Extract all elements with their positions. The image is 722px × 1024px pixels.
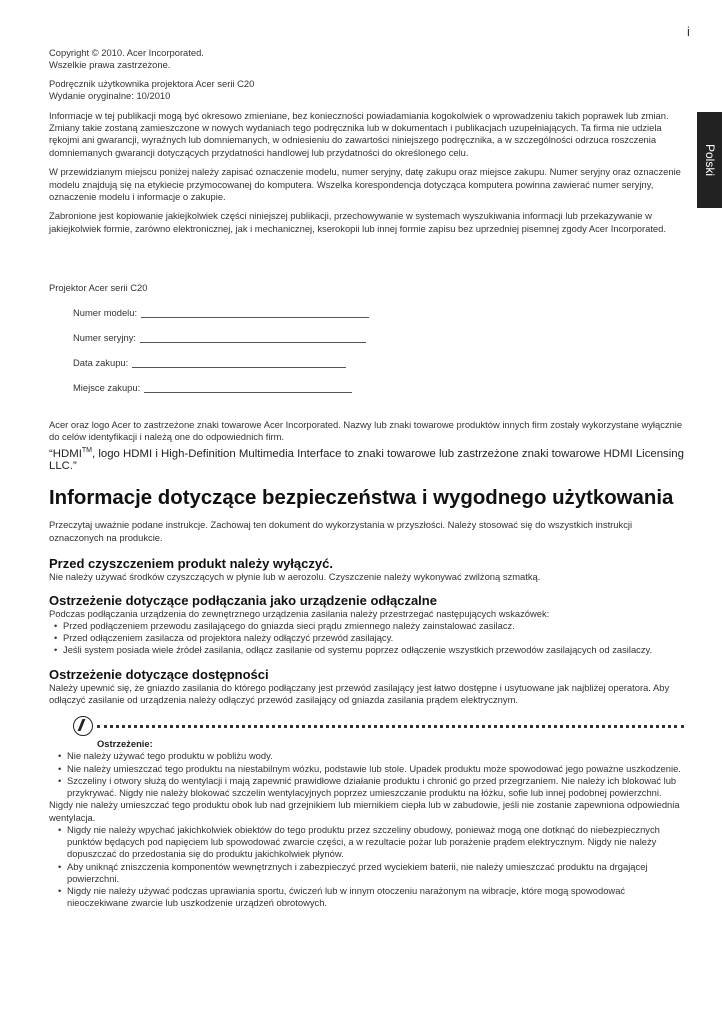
trademark-paragraph: Acer oraz logo Acer to zastrzeżone znaki towarowe Acer Incorporated. Nazwy lub znaki towarowe produktów innych firm zostały wykorzystane wyłącznie do celów identyfikacji i należą one do odpowiednich firm.: [49, 418, 683, 443]
dotted-rule: [97, 725, 684, 728]
form-title: Projektor Acer serii C20: [49, 282, 148, 294]
purchase-place-field: [73, 382, 684, 393]
pluggable-heading: Ostrzeżenie dotyczące podłączania jako urządzenie odłączalne: [49, 592, 437, 608]
purchase-place-label: Miejsce zakupu:: [73, 381, 141, 393]
language-tab-label: Polski: [702, 143, 717, 177]
manual-title: Podręcznik użytkownika projektora Acer serii C20: [49, 77, 255, 89]
list-item: • Nie należy umieszczać tego produktu na niestabilnym wózku, podstawie lub stole. Upadek produktu może spowodować jego poważne uszkodzenie.: [53, 763, 684, 775]
purchase-place-line: [144, 383, 352, 393]
manual-block: [49, 78, 684, 103]
list-item: • Nigdy nie należy wpychać jakichkolwiek obiektów do tego produktu przez szczeliny obudowy, ponieważ mogą one dotknąć do niebezpiecznych punktów będących pod napięciem lub spowodować zwarcie części, a w rezultacie pożar lub porażenie prądem elektrycznym. Nigdy nie należy dopuszczać do przedostania się do produktu jakichkolwiek płynów.: [53, 824, 684, 861]
record-info-paragraph: W przewidzianym miejscu poniżej należy zapisać oznaczenie modelu, numer seryjny, datę zakupu oraz miejsce zakupu. Numer seryjny oraz oznaczenie modelu znajdują się na etykiecie przymocowanej do komputera. Wszelka korespondencja dotycząca komputera powinna zawierać numer seryjny, oznaczenie modelu i informacje o zakupie.: [49, 166, 681, 203]
copyright-line: Copyright © 2010. Acer Incorporated.: [49, 47, 204, 58]
serial-number-line: [140, 333, 366, 343]
warning-note: Nigdy nie należy umieszczać tego produktu obok lub nad grzejnikiem lub miernikiem ciepła lub w zabudowie, jeśli nie zostanie zapewniona odpowiednia wentylacja.: [49, 799, 680, 823]
disclaimer-paragraph: Informacje w tej publikacji mogą być okresowo zmieniane, bez konieczności powiadamiania kogokolwiek o wprowadzeniu takich poprawek lub zmian. Zmiany takie zostaną zamieszczone w nowych wydaniach tego podręcznika lub w dokumentach i publikacjach uzupełniających. Ta firma nie udziela rękojmi ani gwarancji, wyraźnych lub domniemanych, w odniesieniu do zawartości niniejszego podręcznika, a w szczególności odrzuca roszczenia domniemanych gwarancji dotyczących przydatności handlowej lub przydatności do określonego celu.: [49, 109, 669, 158]
list-item: • Szczeliny i otwory służą do wentylacji i mają zapewnić prawidłowe działanie produktu i chronić go przed przegrzaniem. Nie należy ich blokować lub przykrywać. Nigdy nie należy blokować szczelin wentylacyjnych poprzez umieszczanie produktu na łóżku, sofie lub innej podobnej powierzchni.: [53, 775, 684, 799]
copyright-block: [49, 47, 684, 72]
warning-divider: [73, 716, 684, 736]
hdmi-trademark: [49, 444, 684, 474]
rights-line: Wszelkie prawa zastrzeżone.: [49, 59, 171, 71]
page-number: i: [687, 24, 690, 39]
warning-lightning-icon: [73, 716, 93, 736]
model-number-line: [141, 308, 369, 318]
list-item: • Przed podłączeniem przewodu zasilającego do gniazda sieci prądu zmiennego należy zainstalować zasilacz.: [49, 620, 684, 632]
warning-list-b: [53, 824, 684, 909]
list-item: • Nie należy używać tego produktu w pobliżu wody.: [53, 750, 684, 762]
document-body: [49, 47, 684, 909]
safety-intro: Przeczytaj uważnie podane instrukcje. Zachowaj ten dokument do wykorzystania w przyszłości. Należy stosować się do wszystkich instrukcji oznaczonych na produkcie.: [49, 519, 633, 543]
pluggable-list: [49, 620, 684, 657]
hdmi-post: , logo HDMI i High-Definition Multimedia Interface to znaki towarowe lub zastrzeżone znaki towarowe HDMI Licensing LLC.”: [49, 447, 684, 473]
model-number-label: Numer modelu:: [73, 306, 138, 318]
safety-heading: Informacje dotyczące bezpieczeństwa i wygodnego użytkowania: [49, 487, 674, 510]
model-number-field: [73, 307, 684, 318]
accessibility-heading: Ostrzeżenie dotyczące dostępności: [49, 666, 269, 682]
purchase-date-field: [73, 357, 684, 368]
pluggable-text: Podczas podłączania urządzenia do zewnętrznego urządzenia zasilania należy przestrzegać następujących wskazówek:: [49, 607, 550, 619]
purchase-date-line: [132, 358, 346, 368]
list-item: • Jeśli system posiada wiele źródeł zasilania, odłącz zasilanie od systemu poprzez odłączenie wszystkich przewodów zasilających od zasilaczy.: [49, 644, 684, 656]
purchase-date-label: Data zakupu:: [73, 356, 129, 368]
list-item: • Przed odłączeniem zasilacza od projektora należy odłączyć przewód zasilający.: [49, 632, 684, 644]
edition-line: Wydanie oryginalne: 10/2010: [49, 90, 171, 102]
cleaning-heading: Przed czyszczeniem produkt należy wyłączyć.: [49, 556, 333, 572]
hdmi-sup: TM: [81, 446, 93, 454]
copy-prohibition-paragraph: Zabronione jest kopiowanie jakiejkolwiek części niniejszej publikacji, przechowywanie w systemach wyszukiwania informacji lub przekazywanie w jakiejkolwiek formie, zarówno elektronicznej, jak i mechanicznej, kserokopii lub innej formie zapisu bez uprzedniej pisemnej zgody Acer Incorporated.: [49, 210, 666, 234]
list-item: • Nigdy nie należy używać podczas uprawiania sportu, ćwiczeń lub w innym otoczeniu narażonym na wibracje, które mogą spowodować nieoczekiwane zwarcie lub uszkodzenie urządzeń obrotowych.: [53, 885, 684, 909]
warning-list-a: [53, 750, 684, 799]
serial-number-field: [73, 332, 684, 343]
accessibility-text: Należy upewnić się, że gniazdo zasilania do którego podłączany jest przewód zasilający jest łatwo dostępne i usytuowane jak najbliżej operatora. Aby odłączyć zasilanie od urządzenia należy odłączyć przewód zasilający od gniazda zasilania prądem elektrycznym.: [49, 681, 670, 705]
serial-number-label: Numer seryjny:: [73, 331, 137, 343]
cleaning-text: Nie należy używać środków czyszczących w płynie lub w aerozolu. Czyszczenie należy wykonywać zwilżoną szmatką.: [49, 571, 541, 583]
warning-label: Ostrzeżenie:: [97, 738, 153, 750]
list-item: • Aby uniknąć zniszczenia komponentów wewnętrznych i zabezpieczyć przed wyciekiem baterii, nie należy umieszczać produktu na drgającej powierzchni.: [53, 861, 684, 885]
language-tab: [697, 112, 722, 208]
hdmi-pre: “HDMI: [49, 447, 82, 460]
